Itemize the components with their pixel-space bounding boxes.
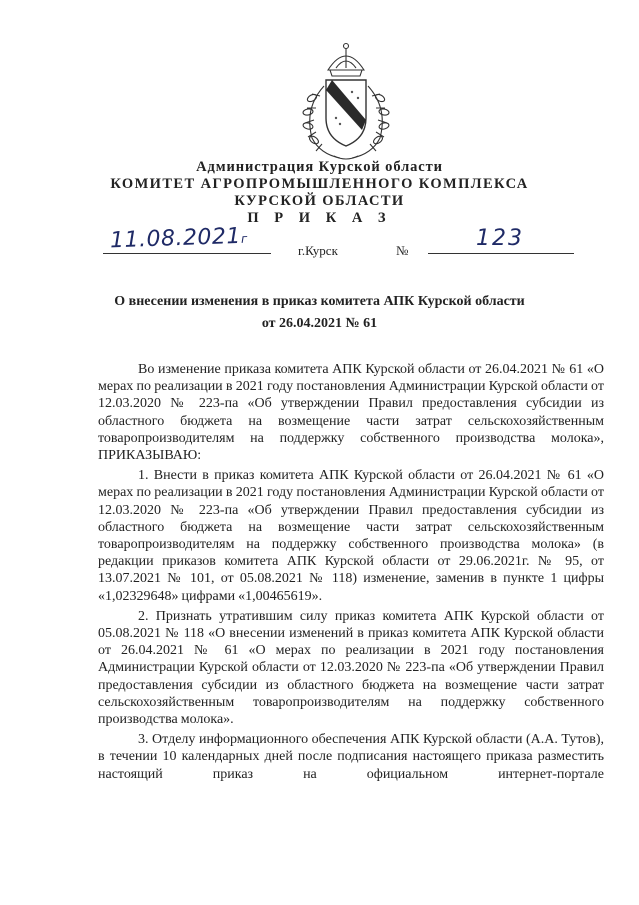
number-underline: [428, 253, 574, 254]
coat-of-arms-emblem: [290, 38, 402, 163]
document-body: [98, 361, 604, 783]
document-type: П Р И К А З: [247, 210, 392, 226]
date-value: 11.08.2021: [109, 223, 242, 254]
committee-title: КОМИТЕТ АГРОПРОМЫШЛЕННОГО КОМПЛЕКСА: [110, 176, 529, 192]
region-title: КУРСКОЙ ОБЛАСТИ: [234, 193, 405, 209]
subject-line-2: от 26.04.2021 № 61: [261, 316, 378, 331]
clause-2-paragraph: 2. Признать утратившим силу приказ комитета АПК Курской области от 05.08.2021 № 118 «О внесении изменений в приказ комитета АПК Курской области от 26.04.2021 № 61 «О мерах по реализации в 2021 году постановления Администрации Курской области от 12.03.2020 № 223-па «Об утверждении Правил предоставления субсидии из областного бюджета на возмещение части затрат сельскохозяйственным товаропроизводителям на поддержку собственного производства молока».: [98, 608, 604, 728]
date-suffix: г: [240, 231, 249, 246]
preamble-paragraph: Во изменение приказа комитета АПК Курской области от 26.04.2021 № 61 «О мерах по реализации в 2021 году постановления Администрации Курской области от 12.03.2020 № 223-па «Об утверждении Правил предоставления субсидии из областного бюджета на возмещение части затрат сельскохозяйственным товаропроизводителям на поддержку собственного производства молока», ПРИКАЗЫВАЮ:: [98, 362, 604, 464]
date-underline: [103, 253, 271, 254]
administration-title: Администрация Курской области: [196, 159, 443, 175]
subject-line-1: О внесении изменения в приказ комитета АПК Курской области: [114, 294, 525, 309]
handwritten-number: 123: [476, 226, 524, 251]
clause-3-paragraph: 3. Отделу информационного обеспечения АПК Курской области (А.А. Тутов), в течении 10 календарных дней после подписания настоящего приказа разместить настоящий приказ на официальном интернет-портале: [98, 732, 604, 782]
number-sign: №: [396, 243, 409, 258]
handwritten-date: [110, 224, 249, 254]
city-label: г.Курск: [298, 243, 338, 258]
clause-1-paragraph: 1. Внести в приказ комитета АПК Курской области от 26.04.2021 № 61 «О мерах по реализации в 2021 году постановления Администрации Курской области от 12.03.2020 № 223-па «Об утверждении Правил предоставления субсидии из областного бюджета на возмещение части затрат сельскохозяйственным товаропроизводителям на поддержку собственного производства молока» (в редакции приказов комитета АПК Курской области от 29.06.2021г. № 95, от 13.07.2021 № 101, от 05.08.2021 № 118) изменение, заменив в пункте 1 цифры «1,02329648» цифрами «1,00465619».: [98, 468, 604, 604]
